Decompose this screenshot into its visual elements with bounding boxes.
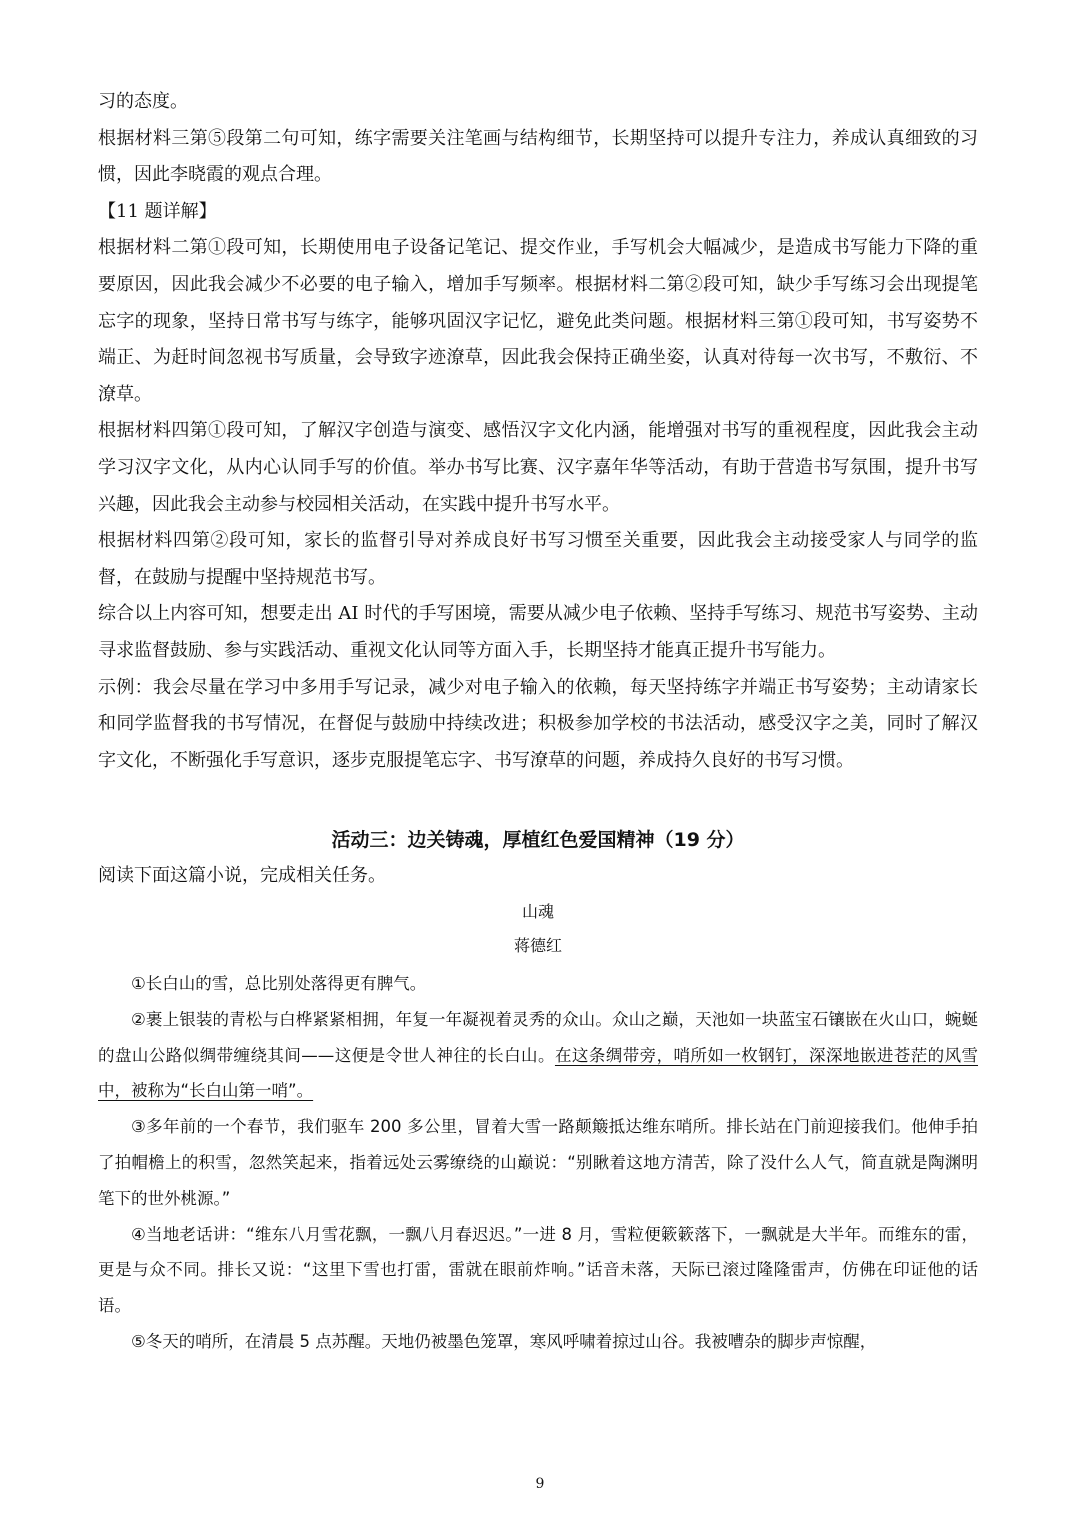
answer-explanation (98, 84, 978, 779)
answer-paragraph: 根据材料四第①段可知，了解汉字创造与演变、感悟汉字文化内涵，能增强对书写的重视程度，因此我会主动学习汉字文化，从内心认同手写的价值。举办书写比赛、汉字嘉年华等活动，有助于营造书写氛围，提升书写兴趣，因此我会主动参与校园相关活动，在实践中提升书写水平。 (98, 420, 978, 515)
story-paragraph: ⑤冬天的哨所，在清晨 5 点苏醒。天地仍被墨色笼罩，寒风呼啸着掠过山谷。我被嘈杂的脚步声惊醒， (131, 1331, 877, 1351)
story-title: 山魂 (521, 902, 554, 921)
answer-paragraph: 习的态度。 (98, 91, 188, 112)
underlined-sentence: 在这条绸带旁，哨所如一枚钢钉，深深地嵌进苍茫的风雪中，被称为“长白山第一哨”。 (98, 1045, 979, 1101)
story-paragraph (98, 1002, 978, 1109)
page-number: 9 (535, 1476, 545, 1492)
story-text: ②裹上银装的青松与白桦紧紧相拥，年复一年凝视着灵秀的众山。众山之巅，天池如一块蓝宝石镶嵌在火山口，蜿蜒的盘山公路似绸带缠绕其间——这便是令世人神往的长白山。 (98, 1009, 978, 1065)
section-title: 活动三：边关铸魂，厚植红色爱国精神（19 分） (331, 829, 745, 851)
answer-paragraph: 根据材料二第①段可知，长期使用电子设备记笔记、提交作业，手写机会大幅减少，是造成书写能力下降的重要原因，因此我会减少不必要的电子输入，增加手写频率。根据材料二第②段可知，缺少手写练习会出现提笔忘字的现象，坚持日常书写与练字，能够巩固汉字记忆，避免此类问题。根据材料三第①段可知，书写姿势不端正、为赶时间忽视书写质量，会导致字迹潦草，因此我会保持正确坐姿，认真对待每一次书写，不敷衍、不潦草。 (98, 237, 978, 405)
answer-example: 示例：我会尽量在学习中多用手写记录，减少对电子输入的依赖，每天坚持练字并端正书写姿势；主动请家长和同学监督我的书写情况，在督促与鼓励中持续改进；积极参加学校的书法活动，感受汉字之美，同时了解汉字文化，不断强化手写意识，逐步克服提笔忘字、书写潦草的问题，养成持久良好的书写习惯。 (98, 676, 978, 771)
answer-paragraph: 综合以上内容可知，想要走出 AI 时代的手写困境，需要从减少电子依赖、坚持手写练习、规范书写姿势、主动寻求监督鼓励、参与实践活动、重视文化认同等方面入手，长期坚持才能真正提升书写能力。 (98, 603, 978, 661)
story-body (98, 966, 978, 1360)
story-author: 蒋德红 (513, 936, 562, 955)
question-11-heading: 【11 题详解】 (98, 200, 217, 222)
answer-paragraph: 根据材料四第②段可知，家长的监督引导对养成良好书写习惯至关重要，因此我会主动接受家人与同学的监督，在鼓励与提醒中坚持规范书写。 (98, 530, 978, 588)
story-paragraph: ③多年前的一个春节，我们驱车 200 多公里，冒着大雪一路颠簸抵达维东哨所。排长站在门前迎接我们。他伸手拍了拍帽檐上的积雪，忽然笑起来，指着远处云雾缭绕的山巅说：“别瞅着这地方清苦，除了没什么人气，简直就是陶渊明笔下的世外桃源。” (98, 1117, 978, 1208)
section-instruction: 阅读下面这篇小说，完成相关任务。 (98, 865, 386, 886)
story-paragraph: ①长白山的雪，总比别处落得更有脾气。 (131, 974, 427, 993)
answer-paragraph: 根据材料三第⑤段第二句可知，练字需要关注笔画与结构细节，长期坚持可以提升专注力，养成认真细致的习惯，因此李晓霞的观点合理。 (98, 127, 978, 186)
story-paragraph: ④当地老话讲：“维东八月雪花飘，一飘八月春迟迟。”一进 8 月，雪粒便簌簌落下，一飘就是大半年。而维东的雷，更是与众不同。排长又说：“这里下雪也打雷，雷就在眼前炸响。”话音未落，天际已滚过隆隆雷声，仿佛在印证他的话语。 (98, 1224, 978, 1316)
